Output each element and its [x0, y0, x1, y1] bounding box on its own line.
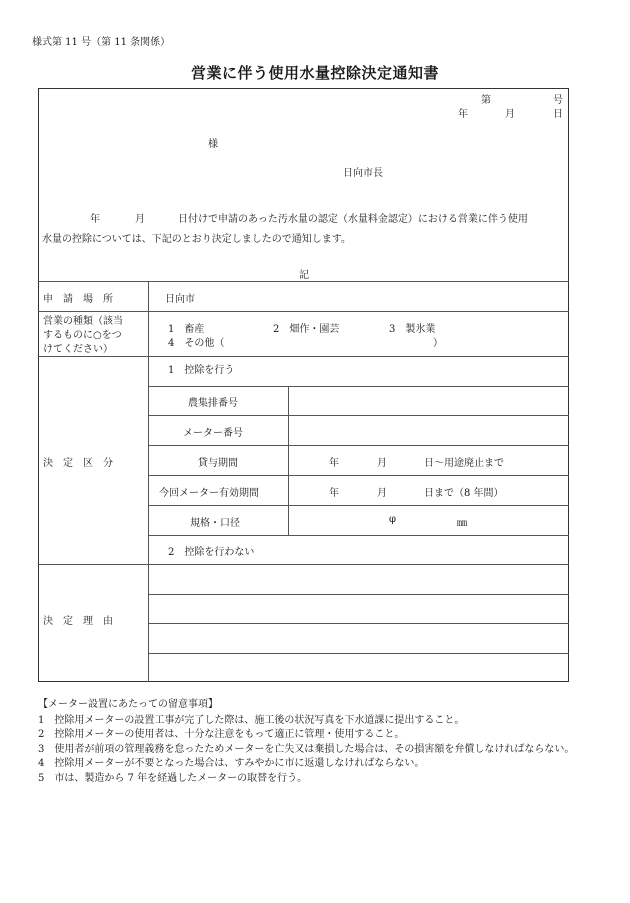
business-type-label: するものに○をつ: [43, 330, 122, 341]
valid-month: 月: [377, 488, 387, 499]
grid-line: [148, 535, 569, 536]
date-year: 年: [458, 109, 468, 120]
business-option-other-close: ）: [433, 338, 443, 349]
body-month: 月: [135, 214, 145, 225]
spec-label: 規格・口径: [190, 518, 240, 529]
grid-line: [148, 653, 569, 654]
dai-label: 第: [481, 95, 491, 106]
grid-line: [148, 445, 569, 446]
valid-year: 年: [329, 488, 339, 499]
location-value: 日向市: [165, 294, 195, 305]
grid-line: [148, 475, 569, 476]
body-text-line1: 日付けで申請のあった汚水量の認定（水量料金認定）における営業に伴う使用: [178, 214, 528, 225]
grid-line: [288, 386, 289, 535]
business-type-label: けてください）: [43, 344, 113, 355]
reason-label: 決 定 理 由: [43, 616, 113, 627]
grid-line: [148, 594, 569, 595]
note-item: 5 市は、製造から 7 年を経過したメーターの取替を行う。: [38, 772, 308, 784]
deduct-no-option[interactable]: 2 控除を行わない: [168, 547, 255, 558]
note-item: 3 使用者が前項の管理義務を怠ったためメーターを亡失又は棄損した場合は、その損害額を弁償しなければならない。: [38, 743, 575, 755]
ki-label: 記: [299, 270, 309, 281]
business-option-farming[interactable]: 2 畑作・園芸: [273, 324, 340, 335]
note-item: 4 控除用メーターが不要となった場合は、すみやかに市に返還しなければならない。: [38, 758, 425, 769]
valid-until: 日まで（8 年間）: [424, 488, 504, 499]
grid-line: [38, 356, 569, 357]
business-option-ice[interactable]: 3 製氷業: [389, 324, 436, 335]
deduct-yes-option[interactable]: 1 控除を行う: [168, 365, 235, 376]
loan-month: 月: [377, 458, 387, 469]
go-label: 号: [553, 95, 563, 106]
grid-line: [148, 415, 569, 416]
body-year: 年: [90, 214, 100, 225]
loan-year: 年: [329, 458, 339, 469]
issuer-mayor: 日向市長: [343, 168, 383, 179]
business-type-label: 営業の種類（該当: [43, 316, 123, 327]
grid-line: [38, 564, 569, 565]
meter-number-label: メーター番号: [183, 428, 243, 439]
date-day: 日: [553, 109, 563, 120]
business-option-other[interactable]: 4 その他（: [168, 338, 225, 349]
grid-line: [148, 505, 569, 506]
document-title: 営業に伴う使用水量控除決定通知書: [190, 64, 439, 82]
grid-line: [148, 281, 149, 682]
loan-until: 日～用途廃止まで: [424, 458, 504, 469]
grid-line: [148, 623, 569, 624]
spec-mm: ㎜: [457, 518, 467, 529]
form-frame: [38, 88, 569, 682]
location-label: 申 請 場 所: [43, 294, 113, 305]
loan-period-label: 貸与期間: [198, 458, 238, 469]
valid-period-label: 今回メーター有効期間: [159, 488, 259, 499]
notes-heading: 【メーター設置にあたっての留意事項】: [38, 699, 218, 710]
spec-phi: φ: [389, 514, 397, 525]
recipient-sama: 様: [208, 139, 218, 150]
decision-label: 決 定 区 分: [43, 458, 113, 469]
notes-section: [38, 698, 598, 786]
note-item: 1 控除用メーターの設置工事が完了した際は、施工後の状況写真を下水道課に提出すること。: [38, 714, 465, 726]
farm-number-label: 農集排番号: [188, 398, 238, 409]
note-item: 2 控除用メーターの使用者は、十分な注意をもって適正に管理・使用すること。: [38, 729, 405, 740]
grid-line: [38, 281, 569, 282]
business-option-livestock[interactable]: 1 畜産: [168, 324, 205, 335]
form-number: 様式第 11 号（第 11 条関係）: [32, 37, 171, 48]
body-text-line2: 水量の控除については、下記のとおり決定しましたので通知します。: [42, 234, 351, 245]
date-month: 月: [505, 109, 515, 120]
grid-line: [148, 386, 569, 387]
